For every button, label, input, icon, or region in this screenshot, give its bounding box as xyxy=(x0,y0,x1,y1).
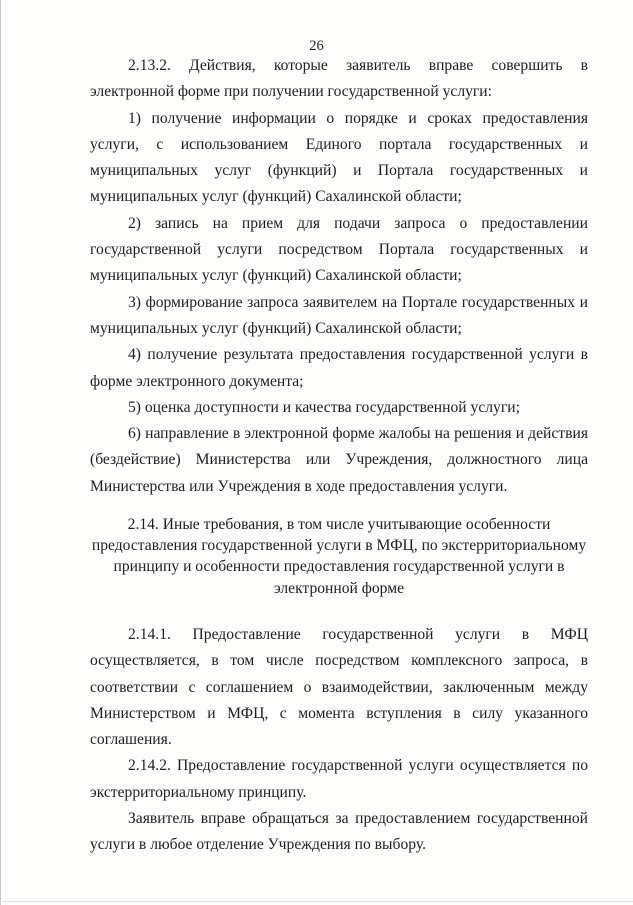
paragraph-2-14-1: 2.14.1. Предоставление государственной услуги в МФЦ осуществляется, в том числе посредством комплексного запроса, в соответствии с соглашением о взаимодействии, заключенным между Министерством и МФЦ, с момента вступления в силу указанного соглашения. xyxy=(90,626,588,749)
scan-edge-line xyxy=(0,0,1,905)
section-2-14 xyxy=(90,622,588,859)
paragraph-applicant-right: Заявитель вправе обращаться за предоставлением государственной услуги в любое отделение Учреждения по выбору. xyxy=(90,810,588,854)
list-item-6: 6) направление в электронной форме жалобы на решения и действия (бездействие) Министерства или Учреждения, должностного лица Министерства или Учреждения в ходе предоставления услуги. xyxy=(90,425,588,495)
paragraph-2-14-2: 2.14.2. Предоставление государственной услуги осуществляется по экстерриториальному принципу. xyxy=(90,757,588,801)
list-item-5: 5) оценка доступности и качества государственной услуги; xyxy=(128,398,520,416)
section-2-13-2 xyxy=(90,53,588,500)
list-item-2: 2) запись на прием для подачи запроса о предоставлении государственной услуги посредством Портала государственных и муниципальных услуг (функций) Сахалинской области; xyxy=(90,214,588,285)
section-heading-2-14: 2.14. Иные требования, в том числе учитывающие особенности предоставления государственной услуги в МФЦ, по экстерриториальному принципу и особенности предоставления государственной услуги в электронной форме xyxy=(91,516,587,597)
page-number: 26 xyxy=(309,38,324,54)
scan-bottom-line xyxy=(0,901,633,902)
paragraph-2-13-2: 2.13.2. Действия, которые заявитель вправе совершить в электронной форме при получении государственной услуги: xyxy=(90,57,588,101)
list-item-4: 4) получение результата предоставления государственной услуги в форме электронного документа; xyxy=(90,346,588,390)
list-item-1: 1) получение информации о порядке и сроках предоставления услуги, с использованием Единого портала государственных и муниципальных услуг (функций) и Портала государственных и муниципальных услуг (функций) Сахалинской области; xyxy=(90,109,588,206)
list-item-3: 3) формирование запроса заявителем на Портале государственных и муниципальных услуг (функций) Сахалинской области; xyxy=(90,293,588,337)
